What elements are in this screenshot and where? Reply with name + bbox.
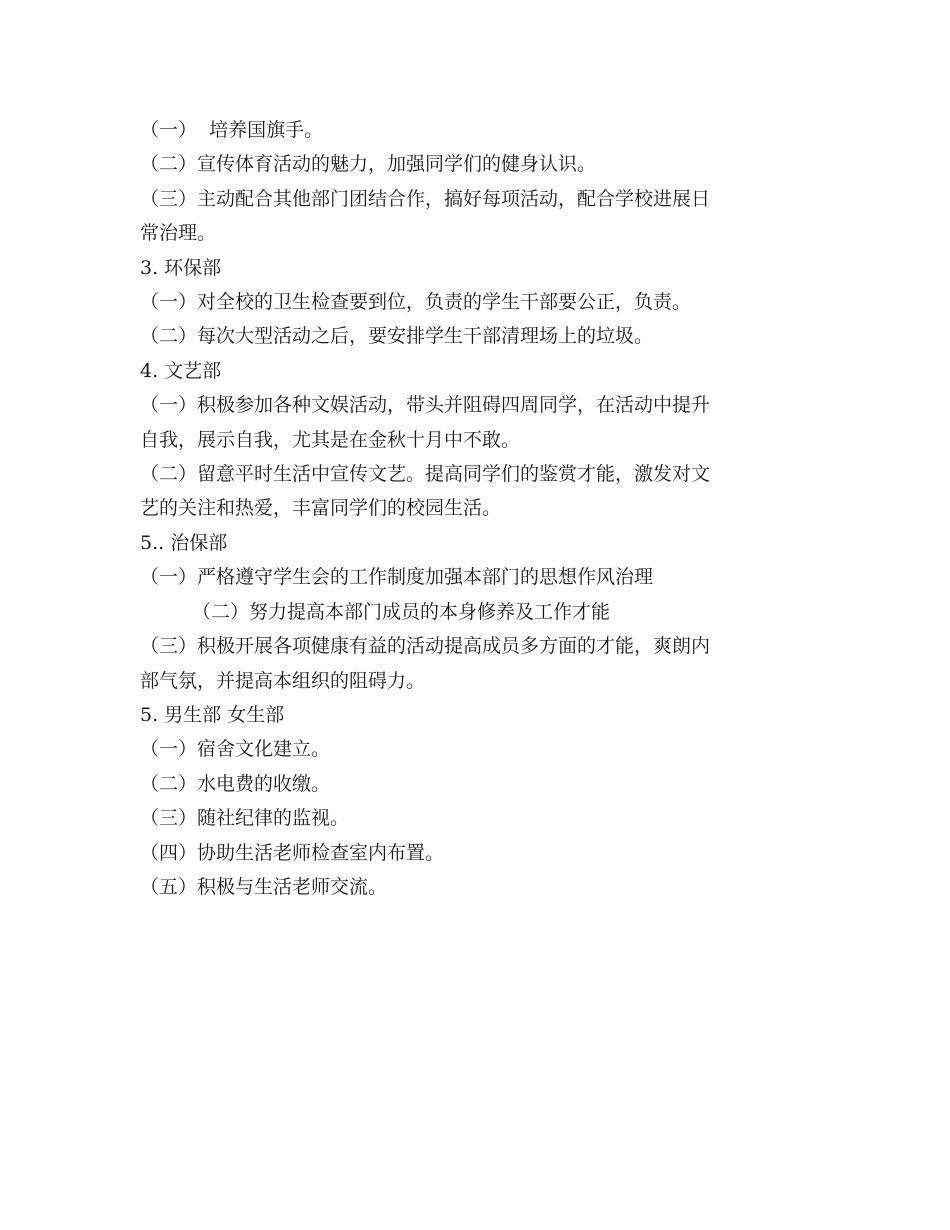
list-item: （四）协助生活老师检查室内布置。: [140, 841, 445, 864]
list-item: （二）努力提高本部门成员的本身修养及工作才能: [192, 600, 611, 623]
section-heading-security: 5.. 治保部: [140, 531, 228, 554]
list-item: （二）宣传体育活动的魅力，加强同学们的健身认识。: [140, 153, 597, 176]
list-item: （二）水电费的收缴。: [140, 772, 331, 795]
list-item: （三）主动配合其他部门团结合作，搞好每项活动，配合学校进展日: [140, 187, 711, 210]
list-item: （二）每次大型活动之后，要安排学生干部清理场上的垃圾。: [140, 325, 654, 348]
list-item: （一）对全校的卫生检查要到位，负责的学生干部要公正，负责。: [140, 291, 692, 314]
section-heading-dormitory: 5. 男生部 女生部: [140, 703, 285, 726]
list-item: （一） 培养国旗手。: [140, 119, 324, 141]
list-item-continuation: 常治理。: [140, 222, 217, 245]
list-item-continuation: 部气氛，并提高本组织的阻碍力。: [140, 669, 426, 692]
list-item-continuation: 艺的关注和热爱，丰富同学们的校园生活。: [140, 497, 502, 520]
list-item: （一）严格遵守学生会的工作制度加强本部门的思想作风治理: [140, 566, 654, 589]
section-heading-environment: 3. 环保部: [140, 256, 222, 279]
list-item: （一）积极参加各种文娱活动，带头并阻碍四周同学，在活动中提升: [140, 394, 711, 417]
list-item: （一）宿舍文化建立。: [140, 738, 331, 761]
section-heading-arts: 4. 文艺部: [140, 359, 222, 382]
list-item: （三）积极开展各项健康有益的活动提高成员多方面的才能，爽朗内: [140, 635, 711, 658]
list-item-continuation: 自我，展示自我，尤其是在金秋十月中不敢。: [140, 428, 521, 451]
document-body: [140, 113, 820, 904]
list-item: （二）留意平时生活中宣传文艺。提高同学们的鉴赏才能，激发对文: [140, 463, 711, 486]
list-item: （五）积极与生活老师交流。: [140, 875, 388, 898]
list-item: （三）随社纪律的监视。: [140, 807, 350, 830]
